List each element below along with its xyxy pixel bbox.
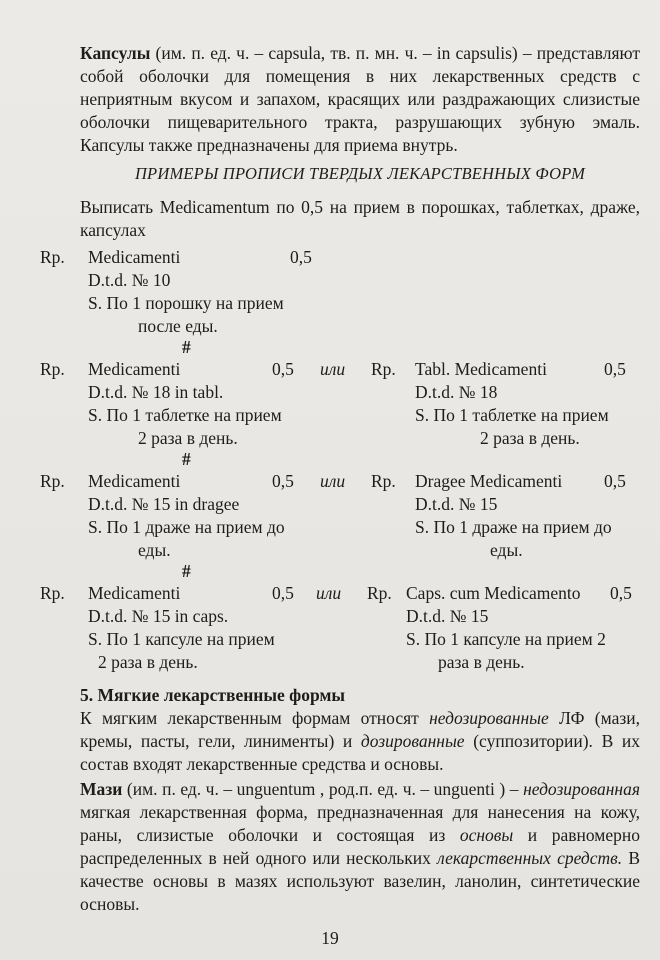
text-run: (им. п. ед. ч. – unguentum , род.п. ед. ч. – unguenti ) – (122, 779, 524, 799)
text-run: К мягким лекарственным формам относят (80, 708, 430, 728)
dose-alt: 0,5 (604, 471, 626, 491)
dtd-line: D.t.d. № 10 (88, 270, 171, 290)
text-run: ЛФ (мази, кремы, пасты, гели, линименты) и (80, 708, 640, 751)
separator-hash: # (182, 337, 191, 357)
text-run: мягкая лекарственная форма, предназначенная для нанесения на кожу, раны, слизистые оболочки и состоящая из (80, 802, 640, 845)
dose-alt: 0,5 (604, 359, 626, 379)
signa-line: S. По 1 порошку на прием (88, 293, 284, 313)
italic-term: недозированная (523, 779, 640, 799)
or-word: или (320, 359, 346, 379)
drug-name: Medicamenti (88, 359, 181, 379)
text-run: (суппозитории). В их состав входят лекарственные средства и основы. (80, 731, 640, 774)
rp-label-alt: Rp. (367, 583, 392, 603)
drug-name-alt: Tabl. Medicamenti (415, 359, 547, 379)
dose: 0,5 (290, 247, 312, 267)
rp-label-alt: Rp. (371, 471, 396, 491)
drug-name: Medicamenti (88, 471, 181, 491)
signa-line-2: 2 раза в день. (138, 428, 238, 448)
rp-label: Rp. (40, 471, 65, 491)
italic-term: лекарственных средств. (437, 848, 623, 868)
dtd-line-alt: D.t.d. № 15 (406, 606, 489, 626)
drug-name: Medicamenti (88, 247, 181, 267)
capsules-paragraph (80, 42, 640, 157)
italic-term: основы (459, 825, 514, 845)
dose: 0,5 (272, 359, 294, 379)
rp-label: Rp. (40, 359, 65, 379)
italic-term: дозированные (360, 731, 465, 751)
ointments-term: Мази (80, 779, 123, 799)
dtd-line: D.t.d. № 15 in dragee (88, 494, 240, 514)
text-run: и равномерно распределенных в ней одного или нескольких (80, 825, 640, 868)
signa-line-2: 2 раза в день. (98, 652, 198, 672)
italic-term: недозированные (429, 708, 549, 728)
task-text: Выписать Medicamentum по 0,5 на прием в порошках, таблетках, драже, капсулах (80, 197, 640, 240)
rp-label-alt: Rp. (371, 359, 396, 379)
dtd-line: D.t.d. № 15 in caps. (88, 606, 229, 626)
rp-label: Rp. (40, 583, 65, 603)
separator-hash: # (182, 561, 191, 581)
capsules-definition: (им. п. ед. ч. – capsula, тв. п. мн. ч. – in capsulis) – представляют собой оболочки для помещения в них лекарственных средств с неприятным вкусом и запахом, красящих или раздражающих слизистые оболочки пищеварительного тракта, разрушающих зубную эмаль. Капсулы также предназначены для приема внутрь. (80, 43, 640, 155)
or-word: или (320, 471, 346, 491)
signa-line-alt: S. По 1 капсуле на прием 2 (406, 629, 606, 649)
signa-line-alt: S. По 1 драже на прием до (415, 517, 612, 537)
dtd-line-alt: D.t.d. № 18 (415, 382, 498, 402)
signa-line: S. По 1 капсуле на прием (88, 629, 275, 649)
page-number: 19 (321, 928, 339, 948)
drug-name-alt: Caps. cum Medicamento (406, 583, 581, 603)
soft-forms-paragraph (80, 707, 640, 776)
signa-line: S. По 1 драже на прием до (88, 517, 285, 537)
dose-alt: 0,5 (610, 583, 632, 603)
section-5-heading: 5. Мягкие лекарственные формы (80, 685, 346, 705)
signa-line-2: еды. (138, 540, 171, 560)
rp-label: Rp. (40, 247, 65, 267)
signa-line-2: после еды. (138, 316, 218, 336)
drug-name: Medicamenti (88, 583, 181, 603)
dose: 0,5 (272, 471, 294, 491)
dtd-line: D.t.d. № 18 in tabl. (88, 382, 224, 402)
dose: 0,5 (272, 583, 294, 603)
drug-name-alt: Dragee Medicamenti (415, 471, 563, 491)
signa-line-2-alt: 2 раза в день. (480, 428, 580, 448)
ointments-paragraph (80, 778, 640, 916)
signa-line: S. По 1 таблетке на прием (88, 405, 282, 425)
or-word: или (316, 583, 342, 603)
capsules-term: Капсулы (80, 43, 151, 63)
text-run: В качестве основы в мазях используют вазелин, ланолин, синтетические основы. (80, 848, 640, 914)
signa-line-alt: S. По 1 таблетке на прием (415, 405, 609, 425)
dtd-line-alt: D.t.d. № 15 (415, 494, 498, 514)
section-title: ПРИМЕРЫ ПРОПИСИ ТВЕРДЫХ ЛЕКАРСТВЕННЫХ ФОРМ (134, 164, 586, 183)
signa-line-2-alt: раза в день. (438, 652, 525, 672)
separator-hash: # (182, 449, 191, 469)
task-paragraph (80, 196, 640, 242)
signa-line-2-alt: еды. (490, 540, 523, 560)
